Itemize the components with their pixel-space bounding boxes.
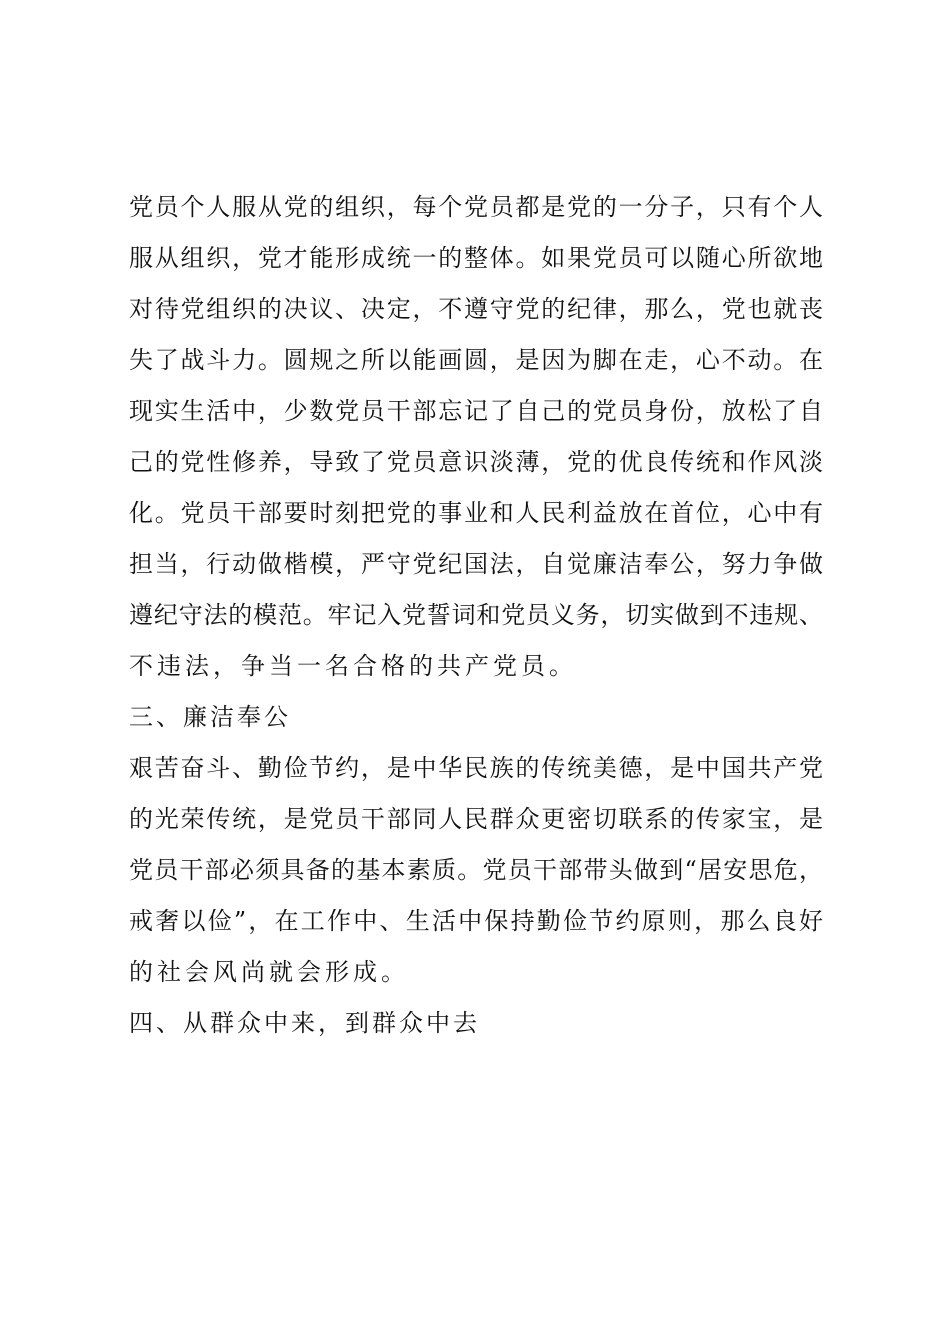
text-line: 遵纪守法的模范。牢记入党誓词和党员义务，切实做到不违规、 xyxy=(129,601,823,629)
text-line: 的光荣传统，是党员干部同人民群众更密切联系的传家宝，是 xyxy=(129,805,823,833)
text-line: 失了战斗力。圆规之所以能画圆，是因为脚在走，心不动。在 xyxy=(129,346,823,374)
text-line: 服从组织，党才能形成统一的整体。如果党员可以随心所欲地 xyxy=(129,244,823,272)
text-line: 党员个人服从党的组织，每个党员都是党的一分子，只有个人 xyxy=(129,193,823,221)
text-line: 不违法，争当一名合格的共产党员。 xyxy=(129,652,577,680)
document-body xyxy=(129,182,823,1049)
paragraph-frugality xyxy=(129,743,823,998)
text-line: 现实生活中，少数党员干部忘记了自己的党员身份，放松了自 xyxy=(129,397,823,425)
section-heading-4: 四、从群众中来，到群众中去 xyxy=(129,1009,480,1037)
text-line: 党员干部必须具备的基本素质。党员干部带头做到“居安思危， xyxy=(129,856,823,884)
text-line: 化。党员干部要时刻把党的事业和人民利益放在首位，心中有 xyxy=(129,499,823,527)
section-heading-3: 三、廉洁奉公 xyxy=(129,703,291,731)
text-line: 戒奢以俭”，在工作中、生活中保持勤俭节约原则，那么良好 xyxy=(129,907,823,935)
text-line: 担当，行动做楷模，严守党纪国法，自觉廉洁奉公，努力争做 xyxy=(129,550,823,578)
text-line: 的社会风尚就会形成。 xyxy=(129,958,409,986)
text-line: 己的党性修养，导致了党员意识淡薄，党的优良传统和作风淡 xyxy=(129,448,823,476)
text-line: 艰苦奋斗、勤俭节约，是中华民族的传统美德，是中国共产党 xyxy=(129,754,823,782)
text-line: 对待党组织的决议、决定，不遵守党的纪律，那么，党也就丧 xyxy=(129,295,823,323)
paragraph-discipline xyxy=(129,182,823,692)
